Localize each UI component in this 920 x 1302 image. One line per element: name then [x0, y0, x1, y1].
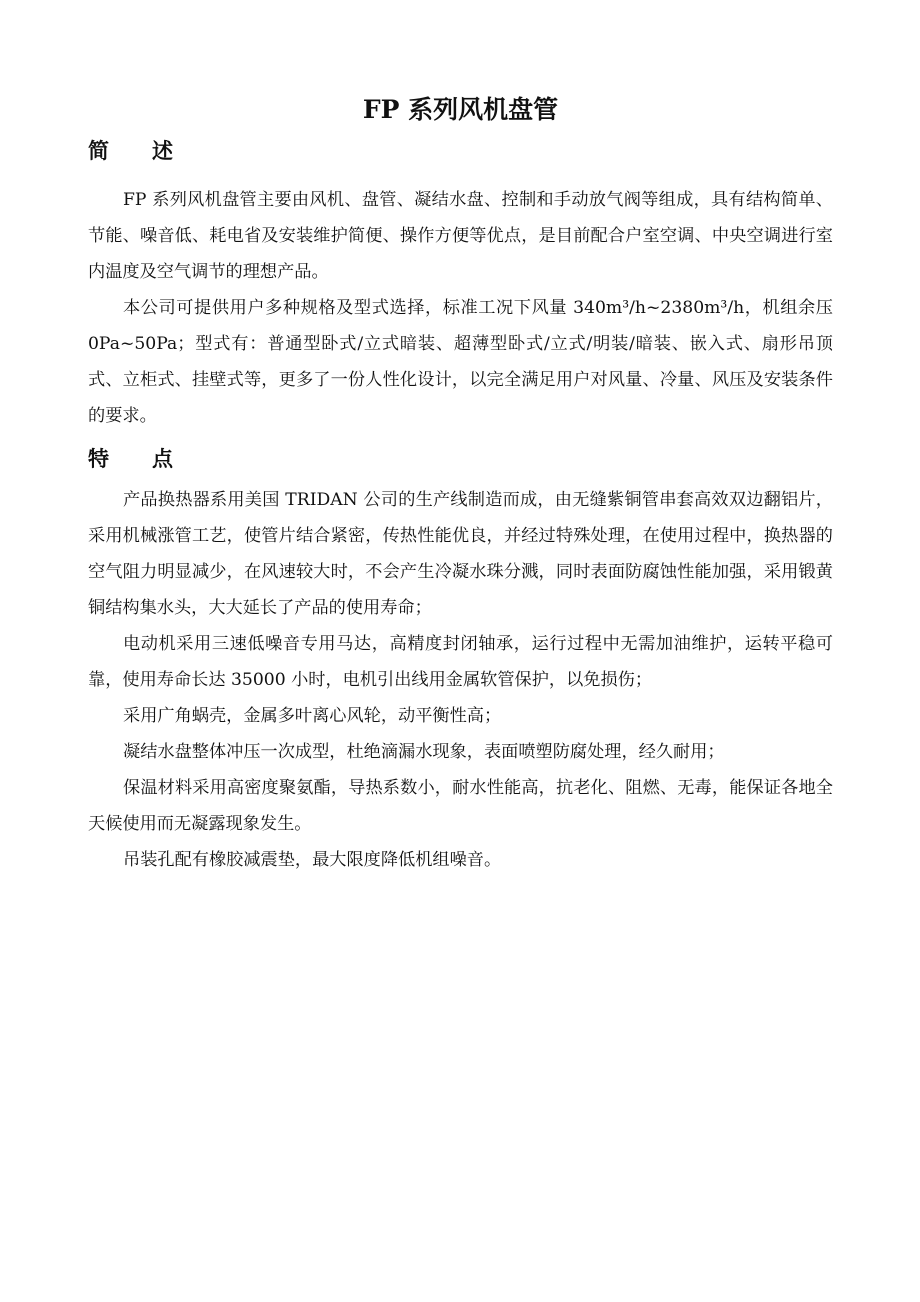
document-title: FP 系列风机盘管 — [362, 95, 559, 124]
section-heading-overview — [88, 132, 833, 170]
paragraph: 本公司可提供用户多种规格及型式选择，标准工况下风量 340m³/h~2380m³/h，机组余压 0Pa~50Pa；型式有：普通型卧式/立式暗装、超薄型卧式/立式/明装/暗装、嵌入式、扇形吊顶式、立柜式、挂壁式等，更多了一份人性化设计，以完全满足用户对风量、冷量、风压及安装条件的要求。 — [88, 298, 833, 426]
paragraph: 电动机采用三速低噪音专用马达，高精度封闭轴承，运行过程中无需加油维护，运转平稳可靠，使用寿命长达 35000 小时，电机引出线用金属软管保护，以免损伤； — [88, 634, 833, 690]
paragraph: 保温材料采用高密度聚氨酯，导热系数小，耐水性能高，抗老化、阻燃、无毒，能保证各地全天候使用而无凝露现象发生。 — [88, 778, 833, 834]
heading-char: 点 — [152, 446, 173, 471]
paragraph: 吊装孔配有橡胶减震垫，最大限度降低机组噪音。 — [123, 850, 502, 870]
document-page — [88, 88, 833, 878]
heading-char: 特 — [88, 446, 109, 471]
paragraph: 采用广角蜗壳，金属多叶离心风轮，动平衡性高； — [123, 706, 502, 726]
section-overview — [88, 132, 833, 434]
paragraph: FP 系列风机盘管主要由风机、盘管、凝结水盘、控制和手动放气阀等组成，具有结构简单、节能、噪音低、耗电省及安装维护简便、操作方便等优点，是目前配合户室空调、中央空调进行室内温度及空气调节的理想产品。 — [88, 190, 833, 282]
heading-char: 简 — [88, 138, 109, 163]
paragraph: 产品换热器系用美国 TRIDAN 公司的生产线制造而成，由无缝紫铜管串套高效双边翻铝片，采用机械涨管工艺，使管片结合紧密，传热性能优良，并经过特殊处理，在使用过程中，换热器的空气阻力明显减少，在风速较大时，不会产生冷凝水珠分溅，同时表面防腐蚀性能加强，采用锻黄铜结构集水头，大大延长了产品的使用寿命； — [88, 490, 833, 618]
section-heading-features — [88, 440, 833, 478]
section-features — [88, 440, 833, 878]
heading-char: 述 — [152, 138, 173, 163]
paragraph: 凝结水盘整体冲压一次成型，杜绝滴漏水现象，表面喷塑防腐处理，经久耐用； — [123, 742, 725, 762]
